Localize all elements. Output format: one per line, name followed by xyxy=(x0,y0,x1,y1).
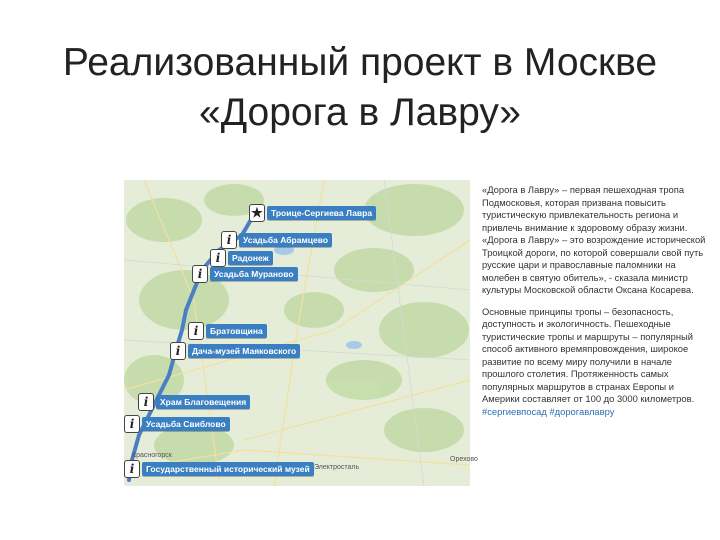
info-icon: i xyxy=(124,460,140,478)
description-paragraph xyxy=(482,306,714,419)
marker-label: Радонеж xyxy=(228,251,273,265)
marker-label: Государственный исторический музей xyxy=(142,462,314,476)
marker-label: Братовщина xyxy=(206,324,267,338)
marker-muranovo[interactable] xyxy=(192,266,298,282)
marker-label: Дача-музей Маяковского xyxy=(188,344,300,358)
description-paragraph-text: Основные принципы тропы – безопасность, доступность и экологичность. Пешеходные туристические тропы и маршруты – популярный способ активного времяпровождения, широкое развитие по всему миру получили в начале прошлого столетия. Протяженность самых популярных маршрутов в странах Европы и Америки составляет от 100 до 3000 километров. xyxy=(482,305,695,404)
hashtags[interactable]: #сергиевпосад #дорогавлавру xyxy=(482,405,615,417)
info-icon: i xyxy=(138,393,154,411)
town-label: Орехово xyxy=(450,456,478,463)
info-icon: i xyxy=(124,415,140,433)
marker-label: Усадьба Свиблово xyxy=(142,417,230,431)
slide-title xyxy=(0,38,720,138)
marker-historical-museum[interactable] xyxy=(124,461,314,477)
marker-lavra[interactable] xyxy=(249,205,376,221)
description-paragraph: «Дорога в Лавру» – первая пешеходная тропа Подмосковья, которая призвана повысить туристическую привлекательность региона и привлечь внимание к здоровому образу жизни. «Дорога в Лавру» – это возрождение исторической Троицкой дороги, по которой совершали свой путь русские цари и православные паломники на молебен в святую обитель», - сказала министр культуры Московской области Оксана Косарева. xyxy=(482,184,706,295)
town-label: Красногорск xyxy=(132,452,172,459)
star-icon: ★ xyxy=(249,204,265,222)
marker-bratovshchina[interactable] xyxy=(188,323,267,339)
marker-label: Троице-Сергиева Лавра xyxy=(267,206,376,220)
info-icon: i xyxy=(192,265,208,283)
slide-title-line1: Реализованный проект в Москве xyxy=(62,41,658,84)
content-panel xyxy=(124,180,715,486)
marker-label: Усадьба Абрамцево xyxy=(239,233,332,247)
map-background xyxy=(124,180,470,486)
marker-label: Усадьба Мураново xyxy=(210,267,298,281)
marker-blagoveshchenie[interactable] xyxy=(138,394,250,410)
marker-sviblovo[interactable] xyxy=(124,416,230,432)
route-map[interactable] xyxy=(124,180,478,486)
info-icon: i xyxy=(221,231,237,249)
marker-mayakovsky[interactable] xyxy=(170,343,300,359)
town-label: Электросталь xyxy=(314,464,360,471)
description-text xyxy=(482,184,714,427)
info-icon: i xyxy=(188,322,204,340)
info-icon: i xyxy=(170,342,186,360)
marker-label: Храм Благовещения xyxy=(156,395,250,409)
marker-radonezh[interactable] xyxy=(210,250,273,266)
slide-title-line2: «Дорога в Лавру» xyxy=(199,91,521,134)
marker-abramtsevo[interactable] xyxy=(221,232,332,248)
info-icon: i xyxy=(210,249,226,267)
